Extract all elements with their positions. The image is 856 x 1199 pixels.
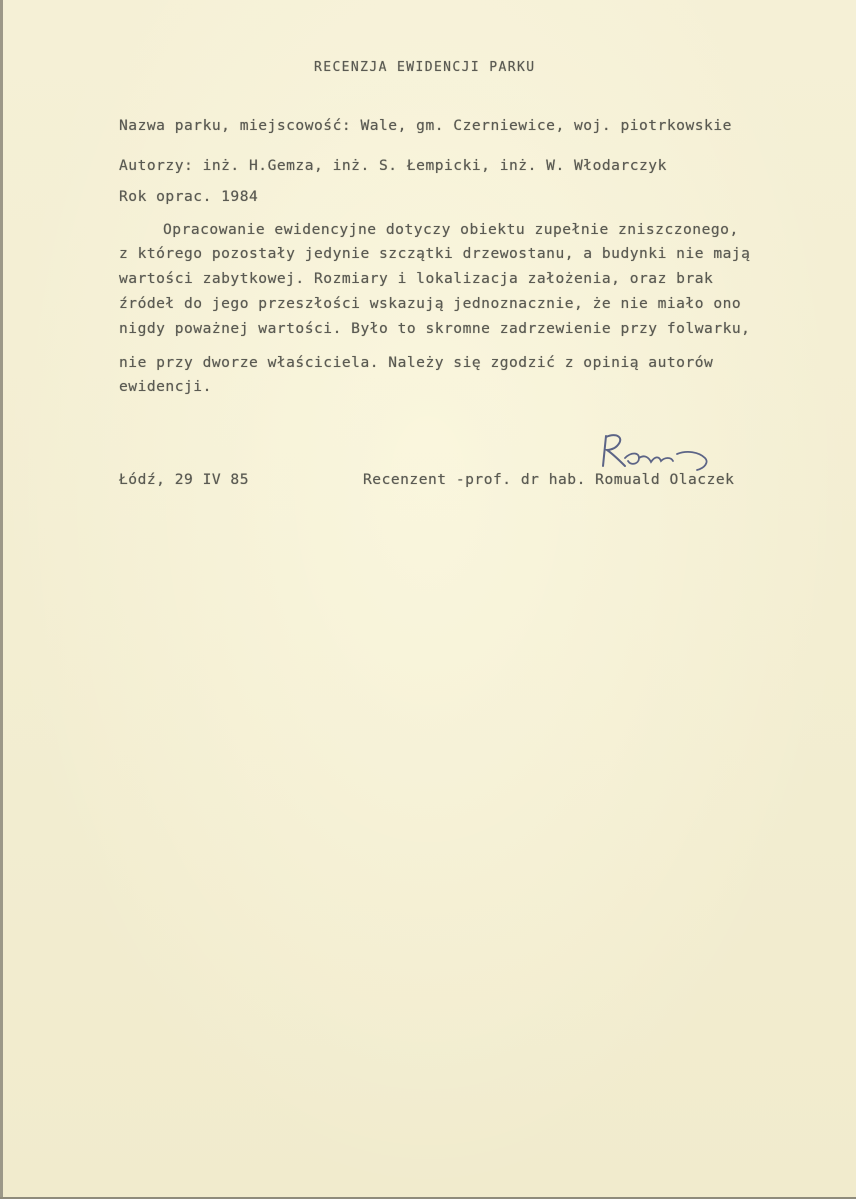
park-name-line: Nazwa parku, miejscowość: Wale, gm. Czerniewice, woj. piotrkowskie bbox=[119, 117, 732, 134]
reviewer-signature-line: Recenzent -prof. dr hab. Romuald Olaczek bbox=[363, 471, 735, 488]
body-line: nie przy dworze właściciela. Należy się zgodzić z opinią autorów bbox=[119, 354, 714, 371]
body-line: nigdy poważnej wartości. Było to skromne zadrzewienie przy folwarku, bbox=[119, 320, 751, 337]
body-line: z którego pozostały jedynie szczątki drzewostanu, a budynki nie mają bbox=[119, 245, 751, 262]
place-and-date: Łódź, 29 IV 85 bbox=[119, 471, 250, 488]
body-line: wartości zabytkowej. Rozmiary i lokalizacja założenia, oraz brak bbox=[119, 270, 714, 287]
body-line: Opracowanie ewidencyjne dotyczy obiektu zupełnie zniszczonego, bbox=[163, 221, 739, 238]
document-title: RECENZJA EWIDENCJI PARKU bbox=[314, 60, 536, 75]
authors-line: Autorzy: inż. H.Gemza, inż. S. Łempicki, inż. W. Włodarczyk bbox=[119, 157, 667, 174]
scan-edge-left bbox=[0, 0, 3, 1199]
year-line: Rok oprac. 1984 bbox=[119, 188, 259, 205]
body-line: ewidencji. bbox=[119, 378, 212, 395]
body-line: źródeł do jego przeszłości wskazują jednoznacznie, że nie miało ono bbox=[119, 295, 742, 312]
